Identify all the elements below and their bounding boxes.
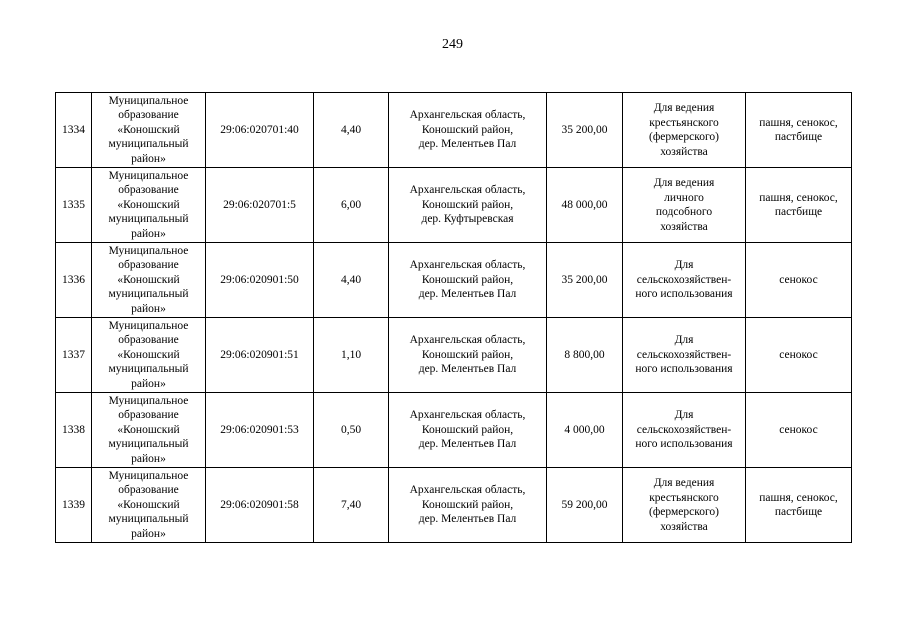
table-row <box>56 468 852 543</box>
cell-permitted-use-line: Для ведения <box>653 177 715 189</box>
cell-land-type <box>746 468 852 543</box>
cell-permitted-use-line: Для ведения <box>653 477 715 489</box>
cell-owner-line: образование <box>118 334 179 347</box>
cell-owner <box>92 168 206 243</box>
cell-location-line: дер. Мелентьев Пал <box>418 138 517 151</box>
cell-owner-line: муниципальный <box>108 363 189 376</box>
cell-owner-line: муниципальный <box>108 438 189 451</box>
cell-owner-line: район» <box>131 302 166 315</box>
cell-cadastral-number: 29:06:020901:50 <box>206 243 314 318</box>
cell-location <box>389 168 547 243</box>
cell-location-line: Архангельская область, <box>409 334 526 347</box>
cell-location-line: дер. Мелентьев Пал <box>418 513 517 526</box>
table-row <box>56 318 852 393</box>
cell-value: 59 200,00 <box>547 468 623 543</box>
cell-owner-line: «Коношский <box>117 123 180 136</box>
cell-number: 1339 <box>56 468 92 543</box>
cell-owner-line: район» <box>131 527 166 540</box>
cell-permitted-use-line: Для <box>674 334 694 347</box>
cell-location <box>389 93 547 168</box>
cell-location-line: Коношский район, <box>421 123 514 136</box>
cell-owner <box>92 93 206 168</box>
cell-owner <box>92 468 206 543</box>
cell-value: 4 000,00 <box>547 393 623 468</box>
cell-permitted-use <box>623 168 746 243</box>
cell-permitted-use-line: ного использования <box>635 363 733 376</box>
cell-permitted-use-line: хозяйства <box>660 145 708 158</box>
cell-permitted-use <box>623 318 746 393</box>
cell-owner-line: район» <box>131 377 166 390</box>
cell-land-type-line: сенокос <box>779 423 818 436</box>
cell-permitted-use-line: Для <box>674 259 694 272</box>
cell-location-line: дер. Мелентьев Пал <box>418 438 517 451</box>
cell-permitted-use-line: хозяйства <box>660 220 708 233</box>
cell-number: 1338 <box>56 393 92 468</box>
cell-location-line: Коношский район, <box>421 348 514 361</box>
cell-owner-line: образование <box>118 109 179 122</box>
page-number: 249 <box>442 37 463 52</box>
cell-permitted-use-line: ного использования <box>635 288 733 301</box>
cell-area: 4,40 <box>314 243 389 318</box>
cell-location-line: Архангельская область, <box>409 109 526 122</box>
cell-value: 48 000,00 <box>547 168 623 243</box>
cell-permitted-use-line: (фермерского) <box>649 131 719 143</box>
cell-owner-line: Муниципальное <box>108 469 189 482</box>
cell-location-line: Коношский район, <box>421 198 514 211</box>
cell-location-line: Коношский район, <box>421 273 514 286</box>
cell-land-type-line: пастбище <box>774 206 823 218</box>
cell-land-type <box>746 168 852 243</box>
cell-land-type <box>746 243 852 318</box>
cell-owner-line: образование <box>118 484 179 497</box>
cell-permitted-use <box>623 243 746 318</box>
cell-location-line: Коношский район, <box>421 423 514 436</box>
cell-cadastral-number: 29:06:020901:53 <box>206 393 314 468</box>
cell-permitted-use-line: крестьянского <box>649 491 719 504</box>
cell-land-type-line: пастбище <box>774 506 823 518</box>
cell-land-type-line: пашня, сенокос, <box>759 191 838 204</box>
cell-owner <box>92 243 206 318</box>
cell-location <box>389 243 547 318</box>
cell-owner-line: «Коношский <box>117 273 180 286</box>
cell-location <box>389 393 547 468</box>
cell-cadastral-number: 29:06:020901:58 <box>206 468 314 543</box>
cell-land-type-line: пашня, сенокос, <box>759 116 838 129</box>
cell-owner-line: район» <box>131 227 166 240</box>
cell-land-type-line: сенокос <box>779 273 818 286</box>
cell-permitted-use <box>623 93 746 168</box>
cell-owner-line: образование <box>118 409 179 422</box>
cell-owner-line: образование <box>118 184 179 197</box>
cell-land-type-line: сенокос <box>779 348 818 361</box>
cell-land-type <box>746 393 852 468</box>
cell-owner-line: муниципальный <box>108 213 189 226</box>
cell-value: 35 200,00 <box>547 243 623 318</box>
table-row <box>56 393 852 468</box>
cell-permitted-use-line: Для ведения <box>653 102 715 114</box>
cell-number: 1337 <box>56 318 92 393</box>
land-registry-table <box>55 92 852 543</box>
cell-area: 0,50 <box>314 393 389 468</box>
cell-land-type-line: пашня, сенокос, <box>759 491 838 504</box>
cell-permitted-use-line: личного <box>664 191 704 204</box>
table-row <box>56 93 852 168</box>
cell-permitted-use-line: подсобного <box>655 206 713 218</box>
table-row <box>56 243 852 318</box>
table-row <box>56 168 852 243</box>
cell-permitted-use-line: Для <box>674 409 694 422</box>
cell-owner-line: образование <box>118 259 179 272</box>
cell-owner <box>92 318 206 393</box>
cell-area: 4,40 <box>314 93 389 168</box>
table-body <box>56 93 852 543</box>
cell-location <box>389 468 547 543</box>
cell-owner-line: Муниципальное <box>108 169 189 182</box>
cell-permitted-use-line: сельскохозяйствен- <box>636 273 732 286</box>
cell-permitted-use-line: сельскохозяйствен- <box>636 423 732 436</box>
cell-owner-line: район» <box>131 152 166 165</box>
cell-location-line: Архангельская область, <box>409 484 526 497</box>
cell-location-line: Коношский район, <box>421 498 514 511</box>
cell-permitted-use <box>623 393 746 468</box>
cell-number: 1336 <box>56 243 92 318</box>
cell-owner-line: «Коношский <box>117 348 180 361</box>
cell-location-line: Архангельская область, <box>409 184 526 197</box>
cell-permitted-use-line: крестьянского <box>649 116 719 129</box>
cell-location-line: дер. Куфтыревская <box>421 213 514 226</box>
cell-owner-line: район» <box>131 452 166 465</box>
cell-owner-line: «Коношский <box>117 423 180 436</box>
cell-owner <box>92 393 206 468</box>
cell-cadastral-number: 29:06:020901:51 <box>206 318 314 393</box>
cell-land-type <box>746 93 852 168</box>
cell-value: 8 800,00 <box>547 318 623 393</box>
cell-location-line: Архангельская область, <box>409 259 526 272</box>
cell-value: 35 200,00 <box>547 93 623 168</box>
cell-number: 1335 <box>56 168 92 243</box>
cell-area: 6,00 <box>314 168 389 243</box>
cell-permitted-use-line: сельскохозяйствен- <box>636 348 732 361</box>
cell-owner-line: «Коношский <box>117 198 180 211</box>
cell-owner-line: муниципальный <box>108 288 189 301</box>
cell-land-type-line: пастбище <box>774 131 823 143</box>
cell-permitted-use-line: (фермерского) <box>649 506 719 518</box>
cell-number: 1334 <box>56 93 92 168</box>
cell-area: 7,40 <box>314 468 389 543</box>
cell-permitted-use <box>623 468 746 543</box>
cell-owner-line: Муниципальное <box>108 244 189 257</box>
cell-location <box>389 318 547 393</box>
cell-cadastral-number: 29:06:020701:40 <box>206 93 314 168</box>
cell-owner-line: Муниципальное <box>108 319 189 332</box>
cell-owner-line: муниципальный <box>108 513 189 526</box>
cell-location-line: дер. Мелентьев Пал <box>418 288 517 301</box>
cell-owner-line: муниципальный <box>108 138 189 151</box>
cell-owner-line: Муниципальное <box>108 94 189 107</box>
cell-cadastral-number: 29:06:020701:5 <box>206 168 314 243</box>
cell-location-line: дер. Мелентьев Пал <box>418 363 517 376</box>
cell-owner-line: «Коношский <box>117 498 180 511</box>
cell-location-line: Архангельская область, <box>409 409 526 422</box>
cell-land-type <box>746 318 852 393</box>
cell-permitted-use-line: ного использования <box>635 438 733 451</box>
cell-area: 1,10 <box>314 318 389 393</box>
cell-permitted-use-line: хозяйства <box>660 520 708 533</box>
cell-owner-line: Муниципальное <box>108 394 189 407</box>
